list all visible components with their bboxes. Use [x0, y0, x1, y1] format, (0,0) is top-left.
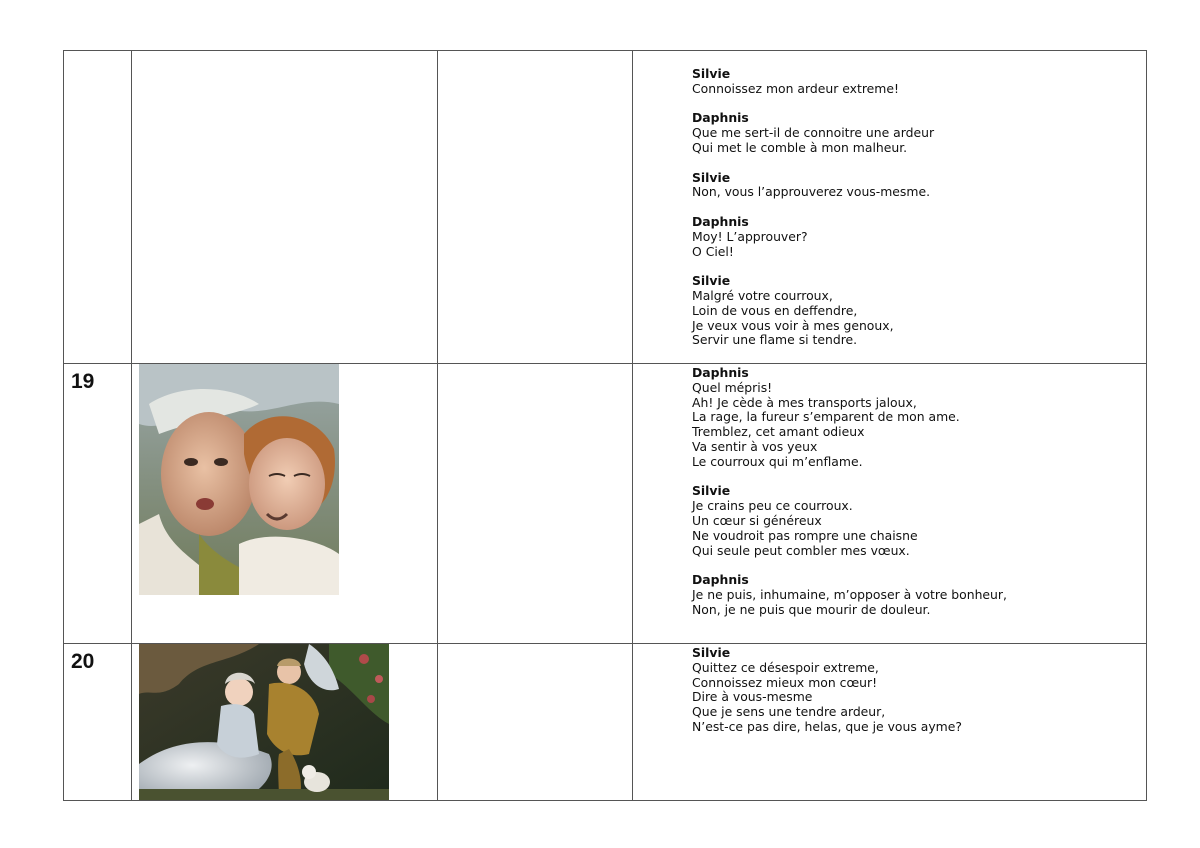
- verse-line: Que je sens une tendre ardeur,: [692, 704, 886, 720]
- verse-line: Malgré votre courroux,: [692, 287, 833, 303]
- verse-line: Non, vous l’approuverez vous-mesme.: [692, 184, 931, 200]
- empty-cell: [438, 51, 633, 364]
- verse-line: Loin de vous en deffendre,: [692, 302, 858, 318]
- verse-line: Servir une flame si tendre.: [692, 332, 858, 348]
- verse-line: Ne voudroit pas rompre une chaisne: [692, 527, 918, 543]
- verse-line: N’est-ce pas dire, helas, que je vous ayme?: [692, 718, 962, 734]
- libretto-text-cell: [633, 363, 1147, 643]
- verse-line: Que me sert-il de connoitre une ardeur: [692, 125, 935, 141]
- speech-block: [692, 67, 1146, 97]
- libretto-table: [63, 50, 1147, 801]
- image-cell: [132, 643, 438, 800]
- table-row: [64, 363, 1147, 643]
- verse-line: Va sentir à vos yeux: [692, 438, 818, 454]
- table-row: [64, 643, 1147, 800]
- verse-line: Un cœur si généreux: [692, 512, 822, 528]
- verse-line: Quel mépris!: [692, 379, 773, 395]
- speaker-name: Daphnis: [692, 213, 749, 229]
- speech-block: [692, 215, 1146, 259]
- verse-line: Qui met le comble à mon malheur.: [692, 139, 908, 155]
- verse-line: Je crains peu ce courroux.: [692, 498, 853, 514]
- empty-cell: [438, 643, 633, 800]
- painting-garden-couple-image: [139, 644, 389, 800]
- speech-block: [692, 366, 1146, 470]
- painting-two-faces-image: [139, 364, 339, 595]
- verse-line: Non, je ne puis que mourir de douleur.: [692, 601, 931, 617]
- image-cell: [132, 363, 438, 643]
- speaker-name: Daphnis: [692, 364, 749, 380]
- speech-block: [692, 111, 1146, 155]
- table-row: [64, 51, 1147, 364]
- libretto-text-cell: [633, 51, 1147, 364]
- speech-block: [692, 646, 1146, 735]
- verse-line: Connoissez mieux mon cœur!: [692, 674, 878, 690]
- verse-line: Le courroux qui m’enflame.: [692, 453, 863, 469]
- verse-line: Je veux vous voir à mes genoux,: [692, 317, 894, 333]
- verse-line: Tremblez, cet amant odieux: [692, 424, 865, 440]
- verse-line: Connoissez mon ardeur extreme!: [692, 80, 899, 96]
- speaker-name: Silvie: [692, 483, 731, 499]
- verse-line: Moy! L’approuver?: [692, 228, 808, 244]
- speech-block: [692, 573, 1146, 617]
- speaker-name: Daphnis: [692, 110, 749, 126]
- verse-line: O Ciel!: [692, 243, 734, 259]
- speaker-name: Silvie: [692, 644, 731, 660]
- verse-line: La rage, la fureur s’emparent de mon ame.: [692, 409, 960, 425]
- verse-line: Je ne puis, inhumaine, m’opposer à votre bonheur,: [692, 586, 1007, 602]
- row-number: 20: [64, 643, 132, 800]
- empty-cell: [438, 363, 633, 643]
- verse-line: Quittez ce désespoir extreme,: [692, 659, 879, 675]
- speaker-name: Silvie: [692, 273, 731, 289]
- image-cell: [132, 51, 438, 364]
- speaker-name: Daphnis: [692, 572, 749, 588]
- speech-block: [692, 171, 1146, 201]
- row-number: 19: [64, 363, 132, 643]
- speech-block: [692, 274, 1146, 348]
- row-number: [64, 51, 132, 364]
- verse-line: Qui seule peut combler mes vœux.: [692, 542, 910, 558]
- speech-block: [692, 484, 1146, 558]
- verse-line: Dire à vous-mesme: [692, 689, 813, 705]
- speaker-name: Silvie: [692, 66, 731, 81]
- verse-line: Ah! Je cède à mes transports jaloux,: [692, 394, 917, 410]
- speaker-name: Silvie: [692, 169, 731, 185]
- libretto-text-cell: [633, 643, 1147, 800]
